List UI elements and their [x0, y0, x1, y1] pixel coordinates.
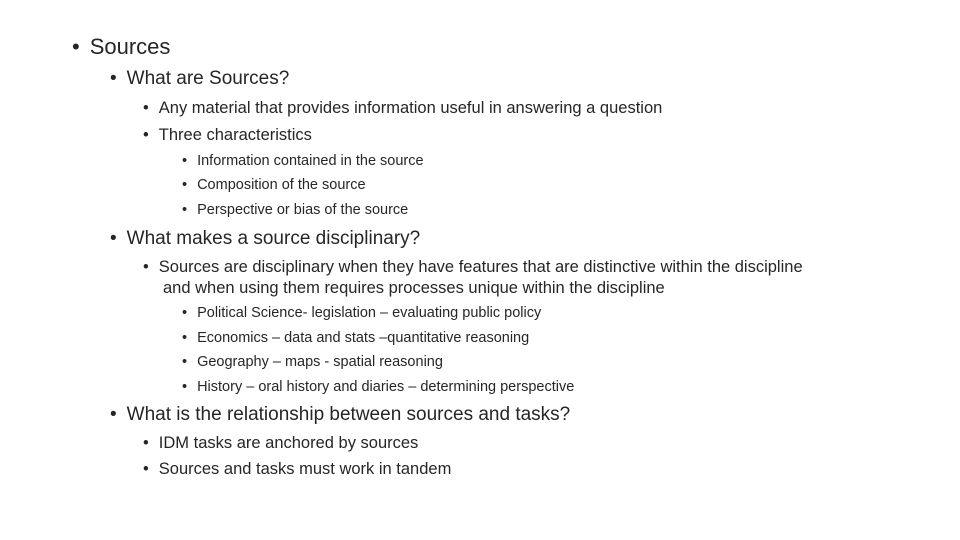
sub-list-item: Geography – maps - spatial reasoning — [197, 354, 443, 370]
bullet-icon: • — [182, 305, 188, 321]
bullet-icon: • — [110, 404, 117, 425]
bullet-icon: • — [182, 379, 188, 395]
list-item: and when using them requires processes unique within the discipline — [163, 279, 665, 297]
sub-list-item: Political Science- legislation – evaluating public policy — [197, 305, 542, 321]
section-heading-line — [110, 229, 420, 248]
section-heading-line — [110, 405, 570, 424]
list-item: Sources and tasks must work in tandem — [158, 460, 452, 478]
sub-list-item-line — [182, 380, 574, 395]
list-item-line — [143, 100, 662, 117]
bullet-icon: • — [182, 153, 188, 169]
slide-title: Sources — [89, 34, 171, 59]
bullet-icon: • — [182, 202, 188, 218]
bullet-icon: • — [110, 68, 117, 89]
sub-list-item-line — [182, 306, 541, 321]
section-heading: What are Sources? — [126, 68, 290, 89]
title-bullet-line — [72, 36, 170, 58]
bullet-icon: • — [143, 434, 149, 452]
sub-list-item: Information contained in the source — [197, 153, 424, 169]
bullet-icon: • — [182, 177, 188, 193]
bullet-icon: • — [182, 354, 188, 370]
bullet-icon: • — [110, 228, 117, 249]
bullet-icon: • — [182, 330, 188, 346]
sub-list-item-line — [182, 331, 529, 346]
list-item: Three characteristics — [158, 126, 312, 144]
section-heading-line — [110, 69, 289, 88]
sub-list-item-line — [182, 154, 424, 169]
list-item-line — [143, 435, 418, 452]
list-item-line — [143, 127, 312, 144]
sub-list-item: History – oral history and diaries – determining perspective — [197, 379, 575, 395]
list-item: Sources are disciplinary when they have features that are distinctive within the discipline — [158, 258, 803, 276]
list-item-line — [143, 259, 803, 276]
list-item: Any material that provides information useful in answering a question — [158, 99, 663, 117]
sub-list-item: Composition of the source — [197, 177, 366, 193]
bullet-icon: • — [143, 460, 149, 478]
section-heading: What makes a source disciplinary? — [126, 228, 421, 249]
section-heading: What is the relationship between sources and tasks? — [126, 404, 571, 425]
list-item-continuation — [163, 280, 665, 297]
sub-list-item: Perspective or bias of the source — [197, 202, 409, 218]
sub-list-item-line — [182, 203, 408, 218]
bullet-icon: • — [143, 99, 149, 117]
sub-list-item-line — [182, 355, 443, 370]
list-item-line — [143, 461, 451, 478]
list-item: IDM tasks are anchored by sources — [158, 434, 419, 452]
bullet-icon: • — [143, 258, 149, 276]
bullet-icon: • — [143, 126, 149, 144]
bullet-icon: • — [72, 34, 80, 59]
sub-list-item-line — [182, 178, 366, 193]
sub-list-item: Economics – data and stats –quantitative reasoning — [197, 330, 530, 346]
